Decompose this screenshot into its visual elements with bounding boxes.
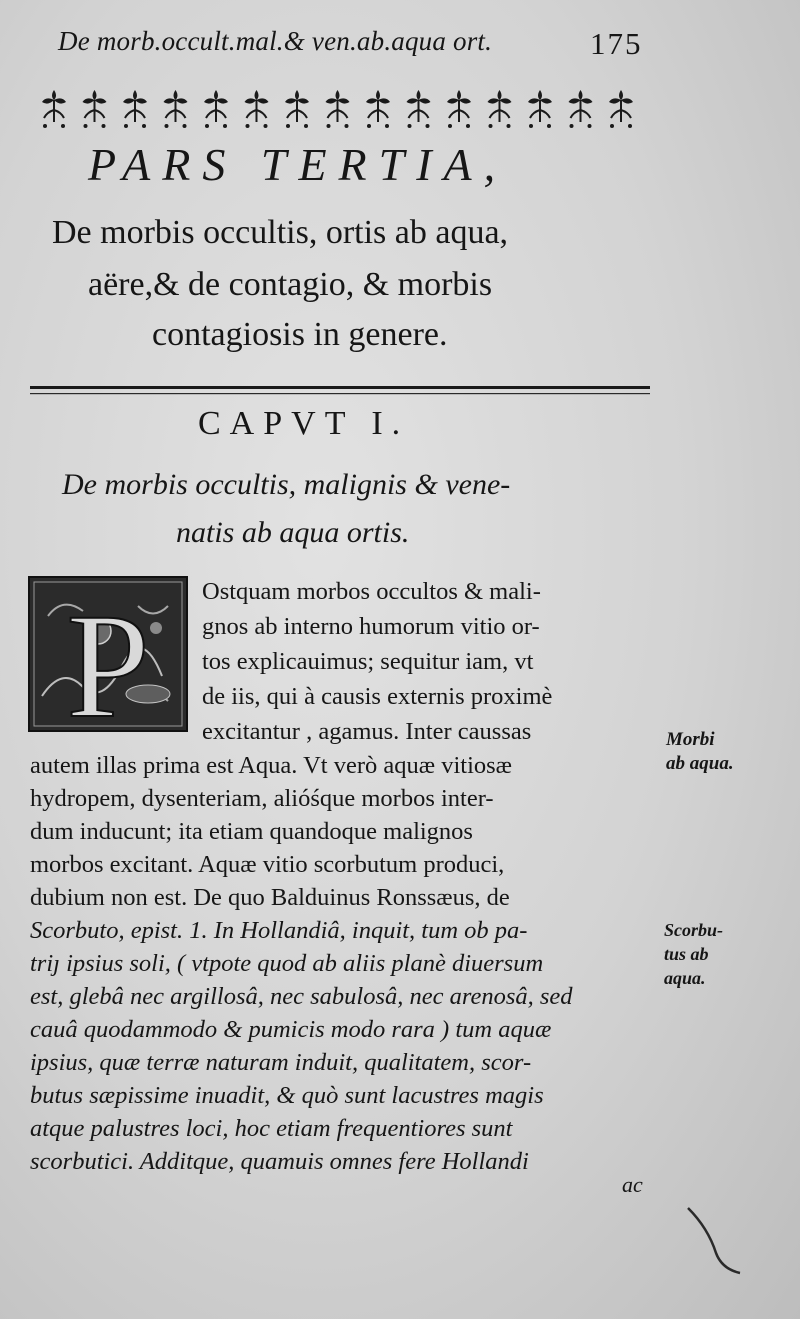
part-title: PARS TERTIA,	[88, 139, 508, 190]
body-line: autem illas prima est Aqua. Vt verò aquæ vitiosæ	[30, 752, 512, 779]
marginal-note-line: tus ab	[664, 944, 709, 964]
fleuron-icon	[164, 90, 188, 128]
fleuron-border-ornament	[28, 84, 648, 132]
chapter-title-line: De morbis occultis, malignis & vene-	[62, 468, 511, 501]
fleuron-icon	[42, 90, 66, 128]
body-line: scorbutici. Additque, quamuis omnes fere Hollandi	[30, 1148, 529, 1175]
body-line: tos explicauimus; sequitur iam, vt	[202, 648, 534, 675]
marginal-note-line: aqua.	[664, 968, 706, 988]
chapter-heading: CAPVT I.	[198, 405, 410, 442]
body-line: atque palustres loci, hoc etiam frequentiores sunt	[30, 1115, 513, 1142]
page-number: 175	[590, 26, 643, 61]
running-head: De morb.occult.mal.& ven.ab.aqua ort.	[58, 26, 493, 56]
body-line: triȷ ipsius soli, ( vtpote quod ab aliis planè diuersum	[30, 950, 544, 977]
body-line: cauâ quodammodo & pumicis modo rara ) tum aquæ	[30, 1016, 552, 1043]
fleuron-icon	[528, 90, 552, 128]
body-line: morbos excitant. Aquæ vitio scorbutum produci,	[30, 851, 505, 878]
fleuron-icon	[488, 90, 512, 128]
body-line: dubium non est. De quo Balduinus Ronssæus, de	[30, 884, 510, 911]
body-line: excitantur , agamus. Inter caussas	[202, 718, 532, 745]
body-line: dum inducunt; ita etiam quandoque malignos	[30, 818, 473, 845]
svg-text:P: P	[66, 583, 150, 732]
fleuron-icon	[285, 90, 309, 128]
marginal-note	[664, 918, 723, 990]
marginal-note-line: ab aqua.	[666, 753, 734, 774]
chapter-title-line: natis ab aqua ortis.	[176, 516, 410, 549]
fleuron-icon	[447, 90, 471, 128]
part-subtitle-line: De morbis occultis, ortis ab aqua,	[52, 214, 509, 251]
ink-stroke-mark	[680, 1200, 750, 1280]
part-subtitle-line: aëre,& de contagio, & morbis	[88, 266, 493, 303]
section-rule	[30, 384, 650, 398]
fleuron-icon	[609, 90, 633, 128]
fleuron-icon	[569, 90, 593, 128]
fleuron-icon	[366, 90, 390, 128]
fleuron-icon	[123, 90, 147, 128]
fleuron-icon	[326, 90, 350, 128]
body-line: est, glebâ nec argillosâ, nec sabulosâ, nec arenosâ, sed	[30, 983, 573, 1010]
body-line: gnos ab interno humorum vitio or-	[202, 613, 540, 640]
body-line: de iis, qui à causis externis proximè	[202, 683, 553, 710]
fleuron-icon	[245, 90, 269, 128]
fleuron-icon	[407, 90, 431, 128]
part-subtitle-line: contagiosis in genere.	[152, 316, 448, 353]
body-line: Ostquam morbos occultos & mali-	[202, 578, 541, 605]
decorated-initial-letter	[28, 576, 188, 732]
fleuron-icon	[83, 90, 107, 128]
body-line: Scorbuto, epist. 1. In Hollandiâ, inquit, tum ob pa-	[30, 917, 528, 944]
body-line: ipsius, quæ terræ naturam induit, qualitatem, scor-	[30, 1049, 532, 1076]
marginal-note-line: Morbi	[666, 729, 715, 750]
catchword: ac	[622, 1172, 643, 1197]
body-line: hydropem, dysenteriam, alióśque morbos inter-	[30, 785, 494, 812]
fleuron-icon	[204, 90, 228, 128]
body-line: butus sæpissime inuadit, & quò sunt lacustres magis	[30, 1082, 544, 1109]
marginal-note	[666, 728, 734, 776]
marginal-note-line: Scorbu-	[664, 920, 724, 940]
